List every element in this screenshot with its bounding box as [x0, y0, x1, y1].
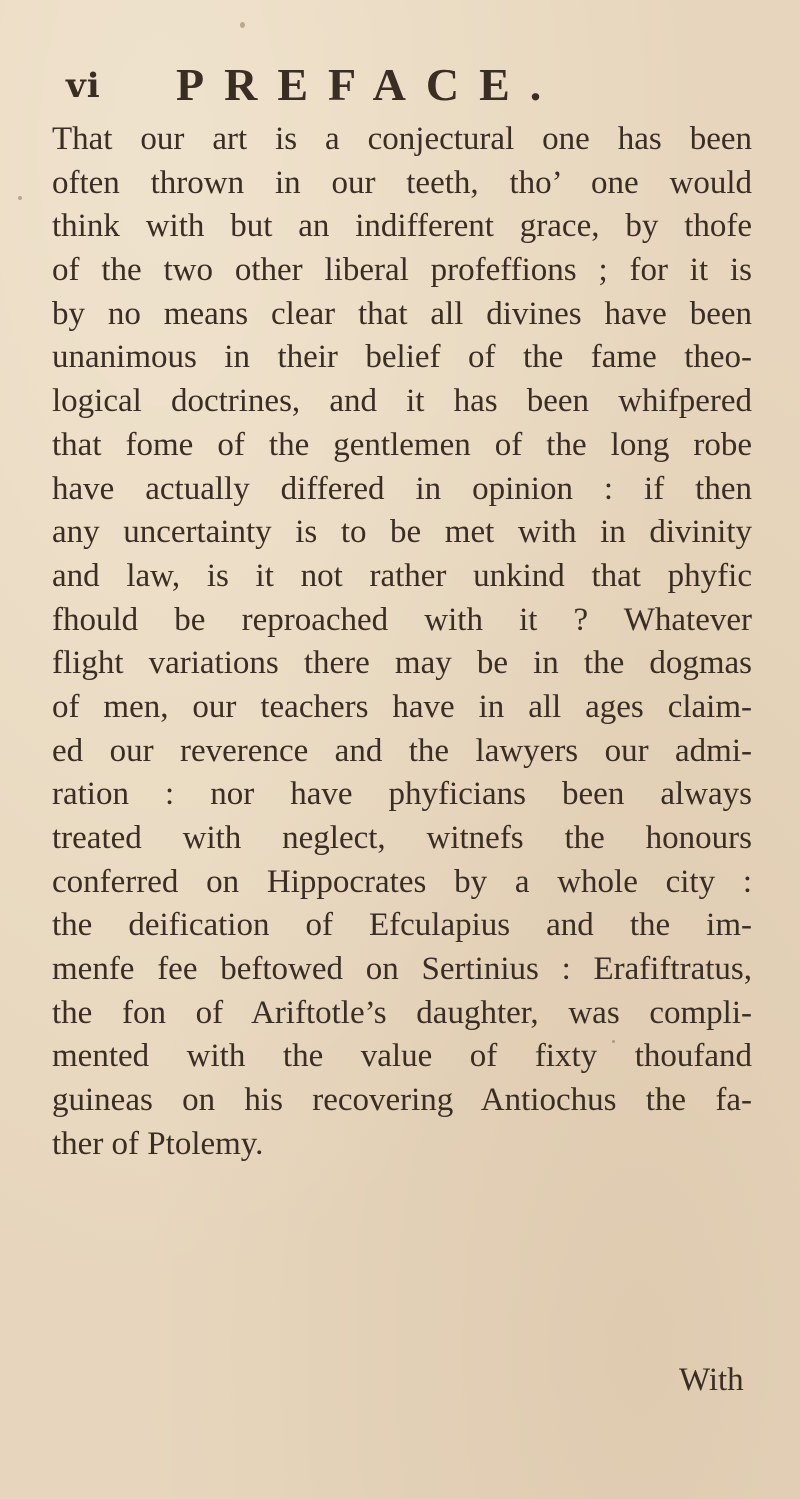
text-line: of the two other liberal profeffions ; for it is — [52, 252, 752, 289]
paper-speck — [240, 22, 245, 28]
text-line: conferred on Hippocrates by a whole city : — [52, 863, 752, 900]
running-head: PREFACE. — [176, 59, 562, 110]
page-header — [66, 58, 726, 118]
paper-speck — [612, 1040, 615, 1043]
page-number: vi — [66, 66, 101, 106]
text-line: unanimous in their belief of the fame theo- — [52, 339, 752, 376]
text-line: have actually differed in opinion : if then — [52, 470, 752, 507]
text-line: by no means clear that all divines have been — [52, 295, 752, 332]
text-line: That our art is a conjectural one has been — [52, 121, 752, 157]
text-line: ther of Ptolemy. — [52, 1125, 264, 1162]
text-line: think with but an indifferent grace, by thofe — [52, 208, 752, 245]
text-line: flight variations there may be in the dogmas — [52, 645, 752, 682]
paper-speck — [18, 196, 22, 200]
text-line: any uncertainty is to be met with in divinity — [52, 514, 752, 551]
text-line: of men, our teachers have in all ages claim- — [52, 688, 752, 725]
text-line: treated with neglect, witnefs the honours — [52, 820, 752, 856]
text-line: guineas on his recovering Antiochus the fa- — [52, 1082, 752, 1119]
text-line: often thrown in our teeth, tho’ one would — [52, 164, 752, 201]
text-line: the deification of Efculapius and the im- — [52, 907, 752, 944]
text-line: logical doctrines, and it has been whifpered — [52, 383, 752, 420]
text-line: menfe fee beftowed on Sertinius : Erafiftratus, — [52, 951, 752, 988]
body-text — [52, 118, 752, 1167]
text-line: ration : nor have phyficians been always — [52, 776, 752, 813]
text-line: mented with the value of fixty thoufand — [52, 1038, 752, 1075]
text-line: fhould be reproached with it ? Whatever — [52, 601, 752, 638]
text-line: that fome of the gentlemen of the long robe — [52, 426, 752, 463]
text-line: ed our reverence and the lawyers our admi- — [52, 732, 752, 769]
text-line: and law, is it not rather unkind that phyfic — [52, 557, 752, 594]
text-line: the fon of Ariftotle’s daughter, was compli- — [52, 994, 752, 1031]
catchword: With — [679, 1362, 744, 1398]
